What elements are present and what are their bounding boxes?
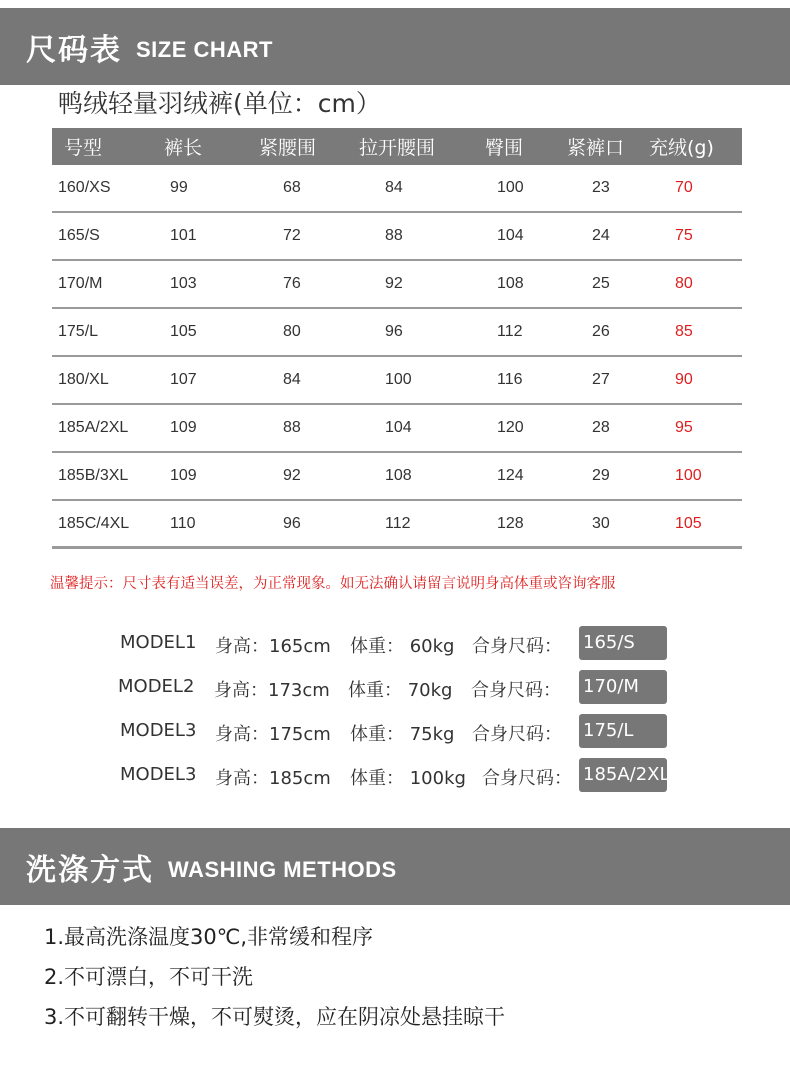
cell-waist: 92 [283,467,301,484]
model-name: MODEL3 [120,764,197,785]
washing-item: 2.不可漂白，不可干洗 [44,965,254,989]
cell-stretched-waist: 104 [385,419,412,436]
table-row [52,213,742,261]
washing-title-en: WASHING METHODS [168,856,397,882]
header-pants-length: 裤长 [164,137,203,159]
model-fit-label: 合身尺码： [472,724,562,745]
cell-waist: 96 [283,514,301,532]
cell-waist: 68 [283,179,301,196]
cell-pants-length: 109 [170,419,197,436]
model-size-badge: 170/M [579,670,667,704]
table-row [52,405,742,453]
cell-size-code: 185A/2XL [58,419,129,436]
cell-fill-weight: 90 [675,371,693,388]
model-row [0,626,790,662]
cell-waist: 72 [283,227,301,244]
cell-pants-length: 101 [170,227,197,244]
cell-hip: 116 [497,371,523,388]
table-row [52,165,742,213]
cell-hip: 128 [497,514,524,532]
cell-size-code: 165/S [58,227,100,244]
model-row [0,714,790,750]
model-name: MODEL1 [120,632,197,653]
model-weight: 体重： 70kg [348,680,453,701]
size-notice: 温馨提示：尺寸表有适当误差，为正常现象。如无法确认请留言说明身高体重或咨询客服 [50,576,616,592]
model-weight: 体重： 60kg [350,636,455,657]
cell-stretched-waist: 96 [385,323,403,340]
model-fit-label: 合身尺码： [471,680,561,701]
model-fit-label: 合身尺码： [482,768,572,789]
washing-item: 3.不可翻转干燥，不可熨烫，应在阴凉处悬挂晾干 [44,1005,506,1029]
cell-size-code: 180/XL [58,371,109,388]
cell-fill-weight: 70 [675,179,693,196]
model-name: MODEL2 [118,676,195,697]
header-hip: 臀围 [485,137,524,159]
cell-hip: 108 [497,275,524,292]
size-table [52,128,742,549]
model-height: 身高：173cm [214,680,330,701]
cell-size-code: 170/M [58,275,103,292]
cell-hip: 104 [497,227,524,244]
cell-stretched-waist: 92 [385,275,403,292]
cell-pants-length: 105 [170,323,197,340]
cell-size-code: 185B/3XL [58,467,129,484]
cell-pants-length: 109 [170,467,197,484]
model-row [0,758,790,794]
cell-cuff: 28 [592,419,610,436]
model-weight: 体重： 100kg [350,768,466,789]
table-row [52,261,742,309]
cell-hip: 124 [497,467,524,484]
product-subtitle: 鸭绒轻量羽绒裤(单位：cm） [58,89,381,118]
size-chart-title: 尺码表 [26,32,122,68]
cell-fill-weight: 85 [675,323,693,340]
table-row [52,453,742,501]
cell-fill-weight: 100 [675,467,702,484]
cell-cuff: 24 [592,227,610,244]
cell-cuff: 27 [592,371,610,388]
model-weight: 体重： 75kg [350,724,455,745]
model-row [0,670,790,706]
size-table-header [52,128,742,165]
table-row [52,309,742,357]
table-row [52,501,742,549]
model-fit-label: 合身尺码： [472,636,562,657]
model-height: 身高：175cm [215,724,331,745]
cell-cuff: 23 [592,179,610,196]
cell-cuff: 26 [592,323,610,340]
cell-pants-length: 99 [170,179,188,196]
table-row [52,357,742,405]
cell-stretched-waist: 84 [385,179,403,196]
size-chart-title-en: SIZE CHART [136,36,273,62]
cell-pants-length: 110 [170,514,196,532]
model-name: MODEL3 [120,720,197,741]
cell-pants-length: 103 [170,275,197,292]
cell-pants-length: 107 [170,371,197,388]
model-size-badge: 165/S [579,626,667,660]
cell-hip: 100 [497,179,524,196]
cell-cuff: 30 [592,514,610,532]
washing-item: 1.最高洗涤温度30℃,非常缓和程序 [44,925,374,949]
cell-fill-weight: 80 [675,275,693,292]
header-fill-weight: 充绒(g) [649,137,714,159]
washing-title: 洗涤方式 [26,852,154,888]
cell-waist: 80 [283,323,301,340]
cell-hip: 120 [497,419,524,436]
cell-fill-weight: 95 [675,419,693,436]
cell-cuff: 29 [592,467,610,484]
cell-stretched-waist: 112 [385,514,411,532]
washing-list [44,922,505,1042]
cell-hip: 112 [497,323,523,340]
header-size-code: 号型 [64,137,103,159]
cell-fill-weight: 75 [675,227,693,244]
cell-size-code: 160/XS [58,179,111,196]
cell-waist: 76 [283,275,301,292]
header-stretched-waist: 拉开腰围 [359,137,436,159]
cell-stretched-waist: 108 [385,467,412,484]
size-chart-banner [0,8,790,85]
size-table-body [52,165,742,549]
header-cuff: 紧裤口 [567,137,625,159]
cell-stretched-waist: 100 [385,371,412,388]
model-height: 身高：165cm [215,636,331,657]
model-height: 身高：185cm [215,768,331,789]
model-size-badge: 185A/2XL [579,758,667,792]
header-waist: 紧腰围 [259,137,317,159]
cell-cuff: 25 [592,275,610,292]
cell-stretched-waist: 88 [385,227,403,244]
cell-waist: 84 [283,371,301,388]
cell-size-code: 185C/4XL [58,514,130,532]
cell-size-code: 175/L [58,323,99,340]
cell-fill-weight: 105 [675,514,702,532]
model-size-badge: 175/L [579,714,667,748]
cell-waist: 88 [283,419,301,436]
washing-banner [0,828,790,905]
